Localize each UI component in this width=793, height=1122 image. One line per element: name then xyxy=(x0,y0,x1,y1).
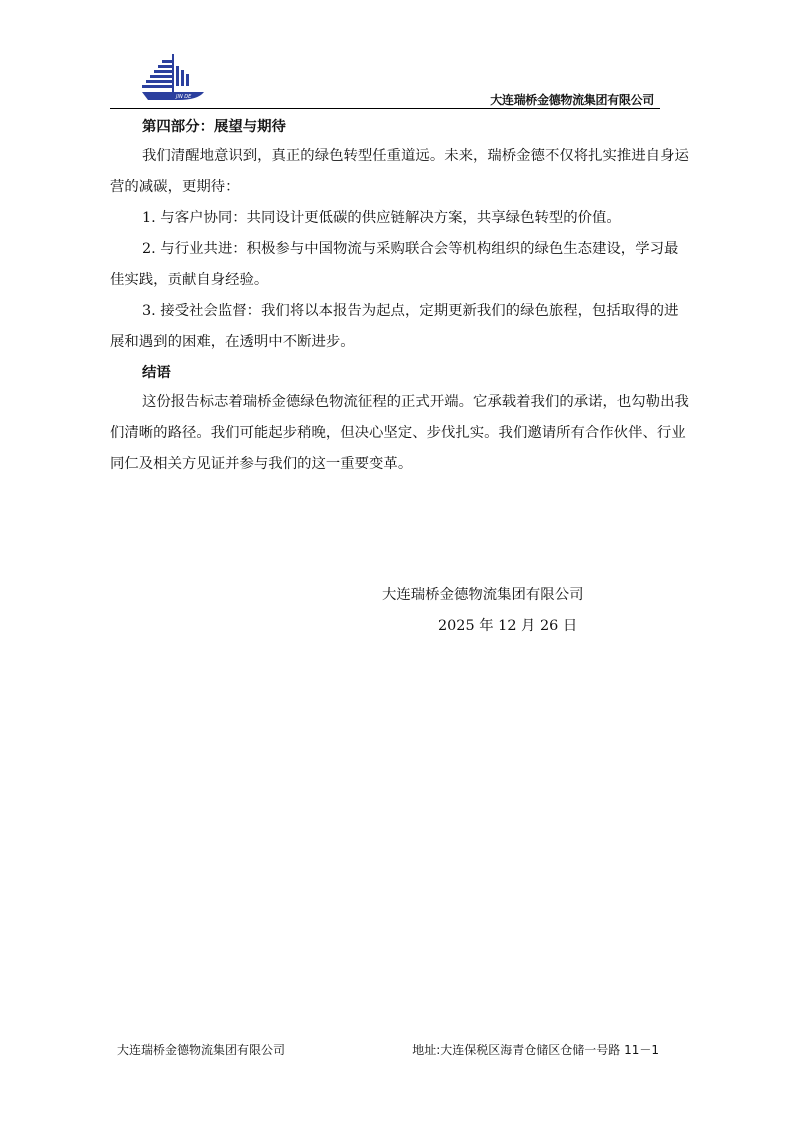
svg-text:JIN DE: JIN DE xyxy=(176,94,192,100)
signature-company: 大连瑞桥金德物流集团有限公司 xyxy=(382,587,584,603)
section-title-outlook: 第四部分：展望与期待 xyxy=(142,118,286,135)
list-item: 2. 与行业共进：积极参与中国物流与采购联合会等机构组织的绿色生态建设，学习最佳实践，贡献自身经验。 xyxy=(110,241,679,288)
conclusion-text: 这份报告标志着瑞桥金德绿色物流征程的正式开端。它承载着我们的承诺，也勾勒出我们清晰的路径。我们可能起步稍晚，但决心坚定、步伐扎实。我们邀请所有合作伙伴、行业同仁及相关方见证并参与我们的这一重要变革。 xyxy=(110,394,689,472)
signature-date: 2025 年 12 月 26 日 xyxy=(438,618,578,634)
list-item: 3. 接受社会监督：我们将以本报告为起点，定期更新我们的绿色旅程，包括取得的进展和遇到的困难，在透明中不断进步。 xyxy=(110,303,679,350)
list-item: 1. 与客户协同：共同设计更低碳的供应链解决方案，共享绿色转型的价值。 xyxy=(142,210,621,226)
document-body xyxy=(110,112,690,480)
section-title-conclusion: 结语 xyxy=(142,364,171,381)
footer-company-name: 大连瑞桥金德物流集团有限公司 xyxy=(117,1043,286,1057)
section-intro: 我们清醒地意识到，真正的绿色转型任重道远。未来，瑞桥金德不仅将扎实推进自身运营的减碳，更期待： xyxy=(110,148,689,195)
header-company-name: 大连瑞桥金德物流集团有限公司 xyxy=(490,93,654,107)
footer-address: 地址:大连保税区海青仓储区仓储一号路 11－1 xyxy=(412,1043,659,1057)
company-logo xyxy=(138,52,210,102)
signature-block xyxy=(380,580,610,642)
header-divider xyxy=(110,108,660,109)
ship-logo-icon xyxy=(138,52,210,102)
